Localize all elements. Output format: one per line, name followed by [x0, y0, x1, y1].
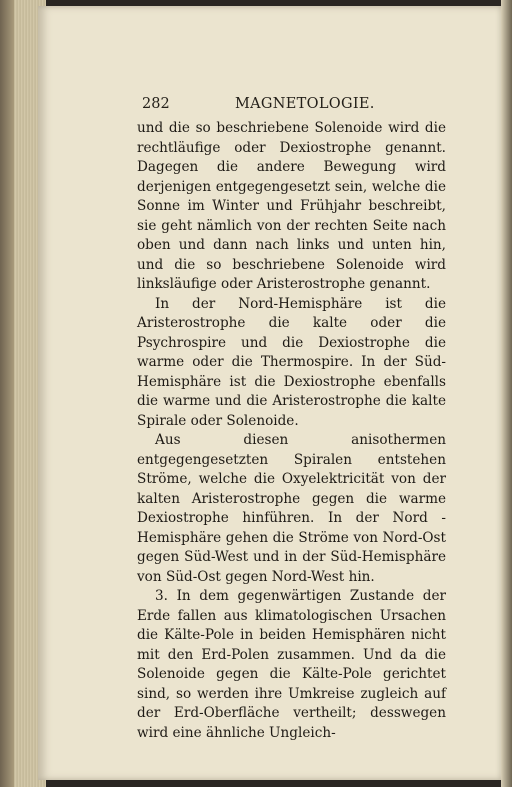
- paragraph-3: Aus diesen anisothermen entgegengesetzten Spiralen entstehen Ströme, welche die Oxyelektricität von der kalten Aristerostrophe gegen die warme Dexiostrophe hinführen. In der Nord - Hemisphäre gehen die Ströme von Nord-Ost gegen Süd-West und in der Süd-Hemisphäre von Süd-Ost gegen Nord-West hin.: [137, 432, 446, 585]
- running-head: MAGNETOLOGIE.: [235, 96, 375, 112]
- page-number: 282: [142, 96, 170, 112]
- book-page-edge-right: [501, 0, 512, 787]
- paragraph-2: In der Nord-Hemisphäre ist die Aristerostrophe die kalte oder die Psychrospire und die Dexiostrophe die warme oder die Thermospire. In der Süd-Hemisphäre ist die Dexiostrophe ebenfalls die warme und die Aristerostrophe die kalte Spirale oder Solenoide.: [137, 295, 446, 429]
- page-header: [142, 96, 460, 114]
- paragraph-4: 3. In dem gegenwärtigen Zustande der Erde fallen aus klimatologischen Ursachen die Kälte-Pole in beiden Hemisphären nicht mit den Erd-Polen zusammen. Und da die Solenoide gegen die Kälte-Pole gerichtet sind, so werden ihre Umkreise zugleich auf der Erd-Oberfläche vertheilt; desswegen wird eine ähnliche Ungleich-: [137, 588, 446, 741]
- paragraph-1: und die so beschriebene Solenoide wird die rechtläufige oder Dexiostrophe genannt. Dagegen die andere Bewegung wird derjenigen entgegengesetzt sein, welche die Sonne im Winter und Frühjahr beschreibt, sie geht nämlich von der rechten Seite nach oben und dann nach links und unten hin, und die so beschriebene Solenoide wird linksläufige oder Aristerostrophe genannt.: [137, 120, 446, 292]
- body-text: [137, 119, 446, 743]
